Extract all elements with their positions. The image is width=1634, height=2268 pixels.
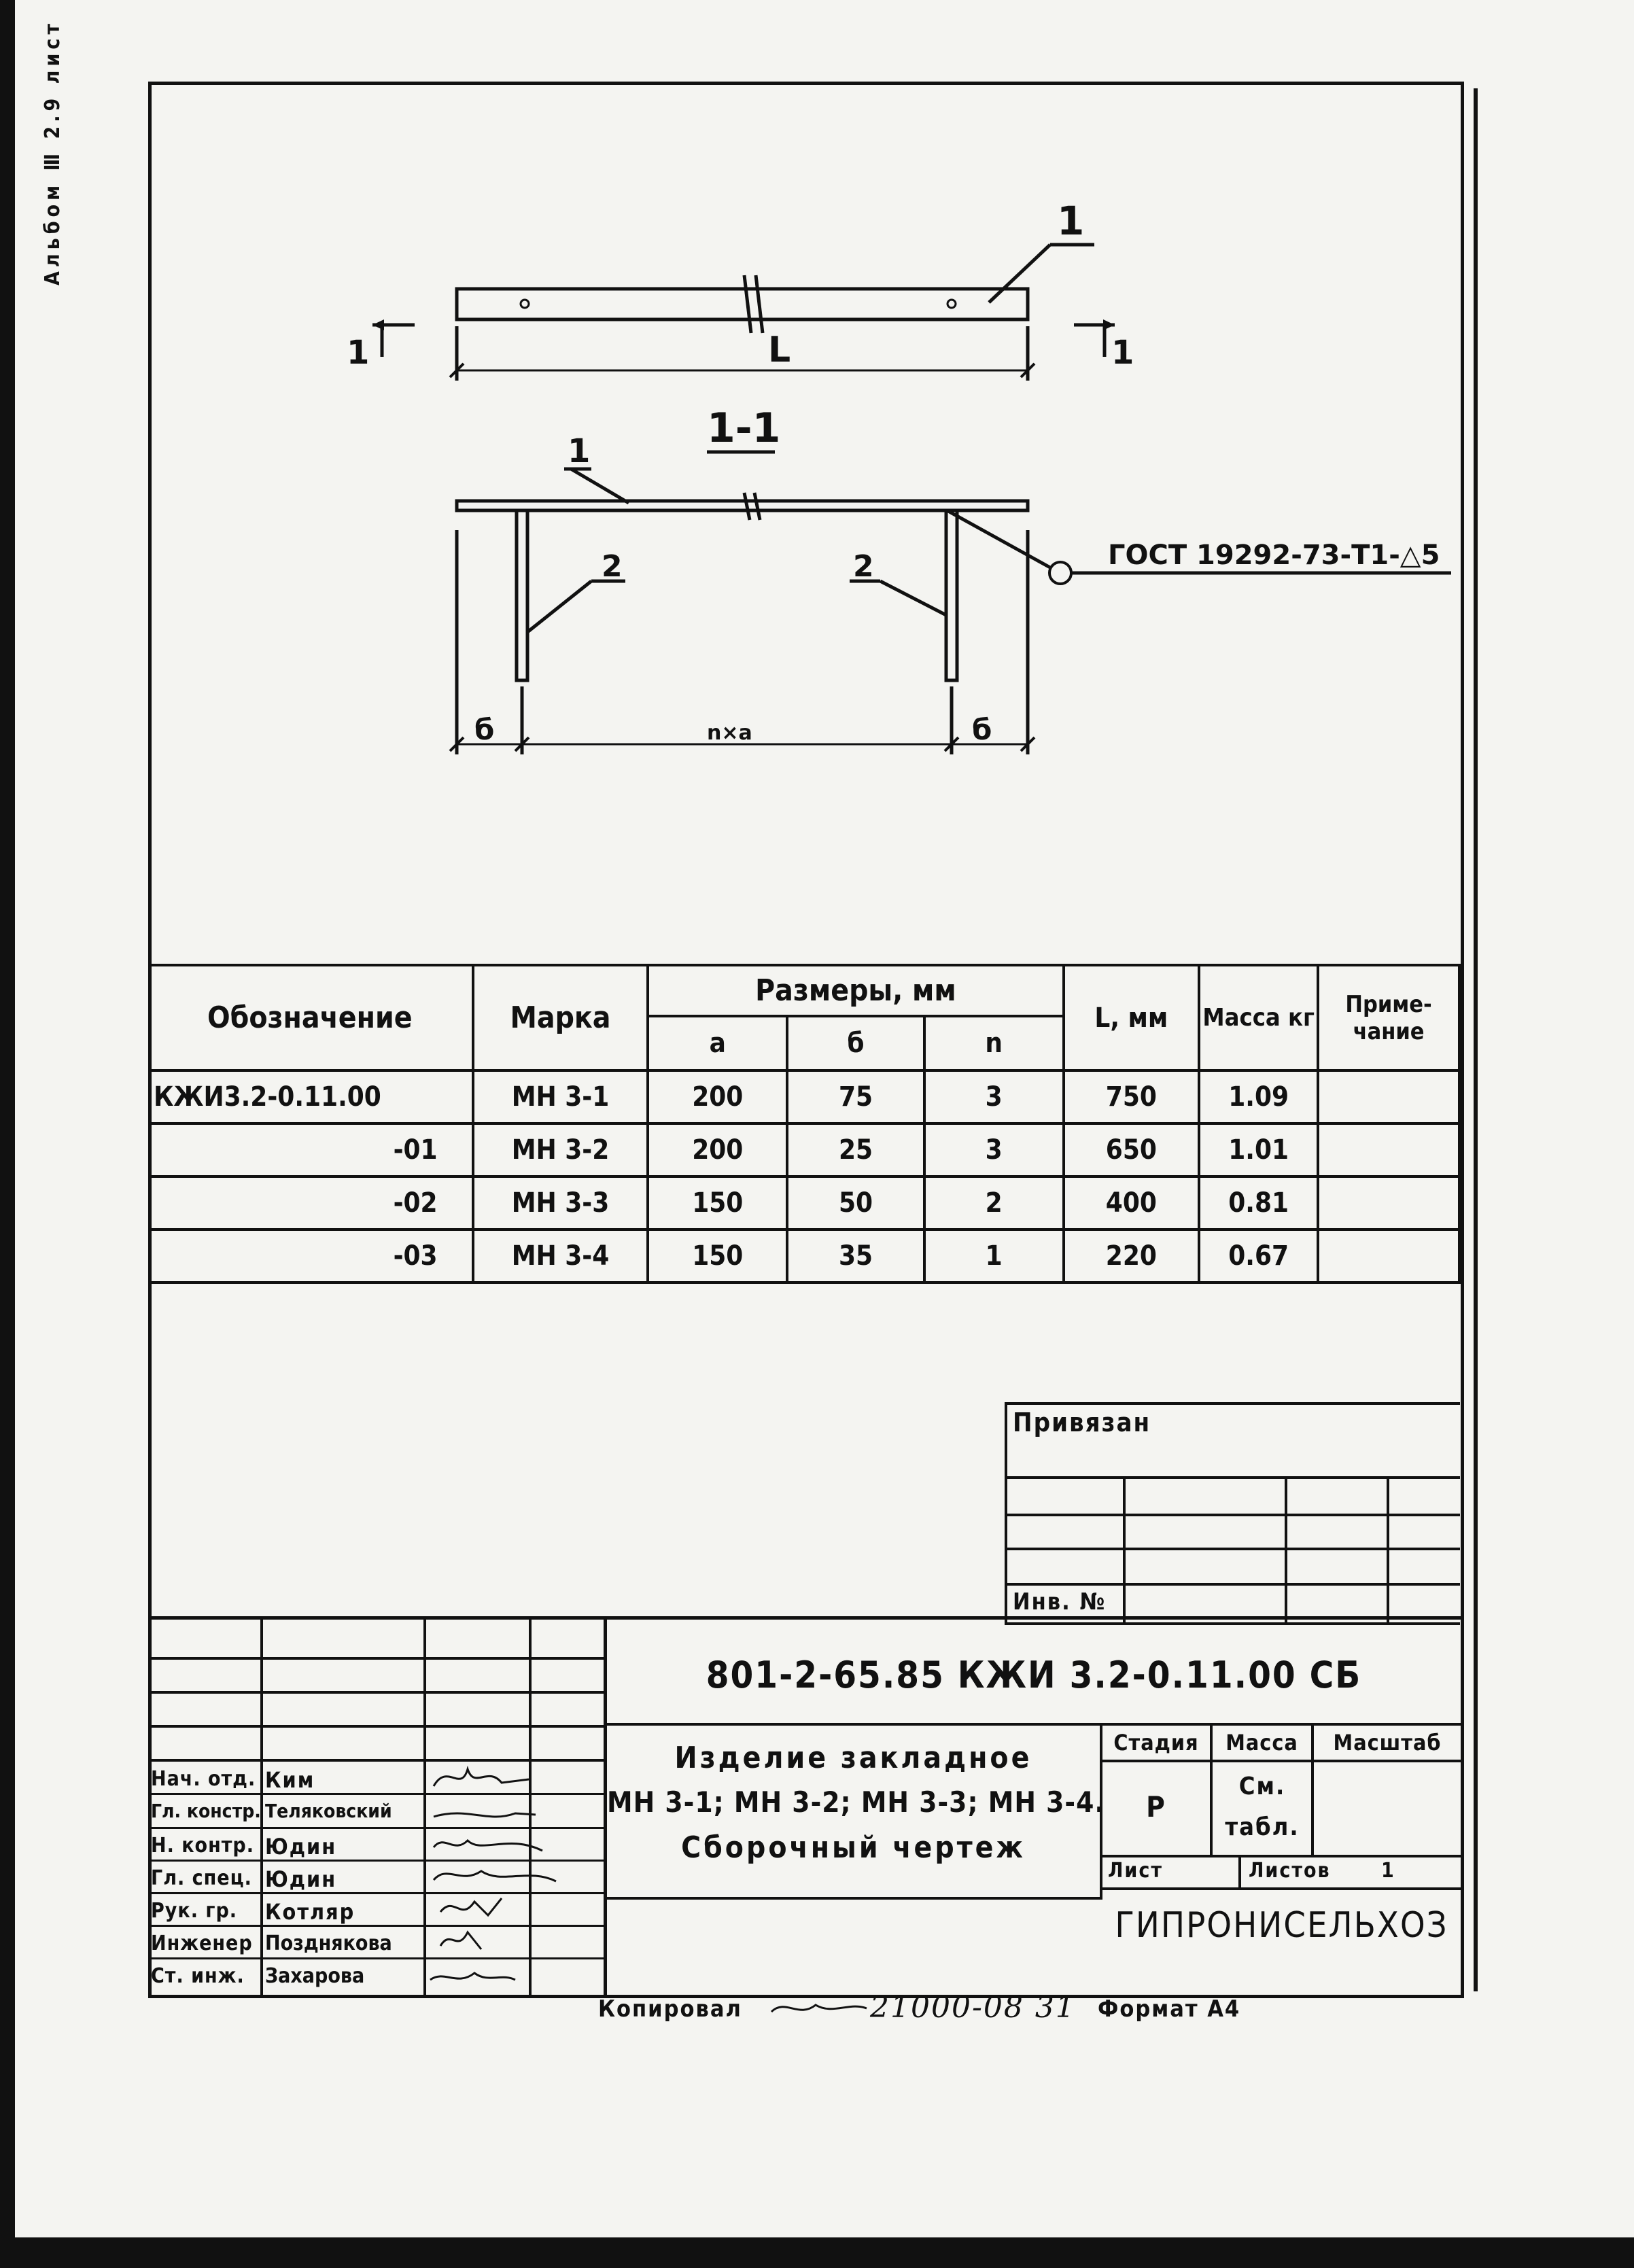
header-b: б xyxy=(787,1016,924,1070)
scale-label: Масштаб xyxy=(1333,1730,1442,1756)
cell-a: 150 xyxy=(648,1229,787,1283)
cell-a: 200 xyxy=(648,1070,787,1123)
table-row xyxy=(148,1123,1459,1176)
cell-n: 3 xyxy=(924,1123,1064,1176)
product-name-box xyxy=(607,1726,1105,1900)
binding-block xyxy=(1005,1402,1460,1625)
dimension-L-label: L xyxy=(768,330,791,370)
anchor-left xyxy=(517,510,527,680)
product-name-line2: МН 3-1; МН 3-2; МН 3-3; МН 3-4. xyxy=(607,1785,1105,1819)
handwritten-signatures xyxy=(427,1759,604,1993)
sheet-label: Лист xyxy=(1108,1859,1163,1883)
sheets-value: 1 xyxy=(1381,1859,1395,1883)
name-chief-specialist: Юдин xyxy=(265,1866,337,1892)
cell-designation: КЖИ3.2-0.11.00 xyxy=(148,1070,473,1123)
table-row xyxy=(148,1229,1459,1283)
document-code: 801-2-65.85 КЖИ 3.2-0.11.00 СБ xyxy=(706,1654,1362,1696)
pos1-section-label: 1 xyxy=(568,432,591,470)
stage-mass-scale xyxy=(1102,1726,1461,1889)
stage-value: Р xyxy=(1146,1790,1166,1824)
pos2-left-label: 2 xyxy=(602,549,623,584)
mass-value: См. табл. xyxy=(1225,1773,1300,1841)
cell-mass: 1.01 xyxy=(1199,1123,1318,1176)
cell-mass: 0.67 xyxy=(1199,1229,1318,1283)
header-n: n xyxy=(924,1016,1064,1070)
header-designation: Обозначение xyxy=(148,965,473,1070)
cell-L: 650 xyxy=(1064,1123,1200,1176)
cell-designation: -03 xyxy=(148,1229,473,1283)
handwritten-copy-number: 21000-08 31 xyxy=(870,1990,1076,2025)
plate-section xyxy=(457,501,1028,510)
name-engineer: Позднякова xyxy=(265,1932,392,1955)
weld-note: ГОСТ 19292-73-Т1-△5 xyxy=(1108,540,1440,571)
cell-a: 200 xyxy=(648,1123,787,1176)
cell-designation: -02 xyxy=(148,1176,473,1229)
anchor-right xyxy=(946,510,957,680)
cell-b: 25 xyxy=(787,1123,924,1176)
table-row xyxy=(148,1070,1459,1123)
cell-designation: -01 xyxy=(148,1123,473,1176)
dim-b-left: б xyxy=(474,713,495,746)
inventory-label: Инв. № xyxy=(1013,1588,1107,1616)
name-group-lead: Котляр xyxy=(265,1899,355,1925)
margin-album-text: Альбом Ⅲ 2.9 лист xyxy=(41,19,65,285)
product-name-line1: Изделие закладное xyxy=(674,1741,1032,1775)
cell-b: 35 xyxy=(787,1229,924,1283)
header-sizes: Размеры, мм xyxy=(648,965,1063,1016)
section-mark-right: 1 xyxy=(1111,334,1134,372)
assembly-drawing xyxy=(0,0,1634,952)
cell-b: 50 xyxy=(787,1176,924,1229)
cell-n: 3 xyxy=(924,1070,1064,1123)
name-senior-engineer: Захарова xyxy=(265,1964,365,1988)
cell-L: 400 xyxy=(1064,1176,1200,1229)
cell-note xyxy=(1318,1070,1459,1123)
name-norm-control: Юдин xyxy=(265,1834,337,1860)
plate-plan-view xyxy=(457,289,1028,319)
sheets-label: Листов xyxy=(1249,1859,1331,1883)
stage-label: Стадия xyxy=(1113,1730,1199,1756)
section-title: 1-1 xyxy=(707,404,781,452)
table-row xyxy=(148,1176,1459,1229)
copied-label: Копировал xyxy=(598,1995,742,2023)
title-block xyxy=(148,1616,1461,1995)
mass-label: Масса xyxy=(1226,1730,1298,1756)
header-mass: Масса кг xyxy=(1199,965,1318,1070)
specification-table xyxy=(148,964,1461,1284)
name-chief-constructor: Теляковский xyxy=(265,1800,392,1822)
crossed-out-scribble xyxy=(768,1991,870,2025)
cell-a: 150 xyxy=(648,1176,787,1229)
header-mark: Марка xyxy=(473,965,648,1070)
product-name-line3: Сборочный чертеж xyxy=(681,1830,1026,1865)
cell-mark: МН 3-3 xyxy=(473,1176,648,1229)
cell-note xyxy=(1318,1229,1459,1283)
role-senior-engineer: Ст. инж. xyxy=(151,1964,245,1988)
cell-note xyxy=(1318,1123,1459,1176)
binding-title: Привязан xyxy=(1013,1408,1151,1437)
bottom-edge xyxy=(0,2237,1634,2268)
role-chief-specialist: Гл. спец. xyxy=(151,1866,252,1890)
role-norm-control: Н. контр. xyxy=(151,1834,254,1857)
cell-mark: МН 3-4 xyxy=(473,1229,648,1283)
role-engineer: Инженер xyxy=(151,1932,253,1955)
cell-note xyxy=(1318,1176,1459,1229)
role-chief-constructor: Гл. констр. xyxy=(151,1800,261,1822)
cell-b: 75 xyxy=(787,1070,924,1123)
pos2-right-label: 2 xyxy=(853,549,874,584)
pos1-label: 1 xyxy=(1057,198,1085,244)
cell-mark: МН 3-1 xyxy=(473,1070,648,1123)
cell-L: 220 xyxy=(1064,1229,1200,1283)
organization-name: ГИПРОНИСЕЛЬХОЗ xyxy=(1115,1905,1448,1946)
format-label: Формат А4 xyxy=(1098,1995,1241,2023)
cell-n: 1 xyxy=(924,1229,1064,1283)
title-right-area xyxy=(607,1620,1461,1995)
section-mark-left: 1 xyxy=(347,334,370,372)
cell-mass: 0.81 xyxy=(1199,1176,1318,1229)
cell-mass: 1.09 xyxy=(1199,1070,1318,1123)
dim-b-right: б xyxy=(972,713,992,746)
header-note: Приме- чание xyxy=(1318,965,1459,1070)
cell-n: 2 xyxy=(924,1176,1064,1229)
cell-L: 750 xyxy=(1064,1070,1200,1123)
header-L: L, мм xyxy=(1064,965,1200,1070)
name-head-dept: Ким xyxy=(265,1767,315,1793)
role-head-dept: Нач. отд. xyxy=(151,1767,256,1791)
cell-mark: МН 3-2 xyxy=(473,1123,648,1176)
header-a: а xyxy=(648,1016,787,1070)
role-group-lead: Рук. гр. xyxy=(151,1899,238,1923)
dim-na: n×a xyxy=(707,721,752,745)
